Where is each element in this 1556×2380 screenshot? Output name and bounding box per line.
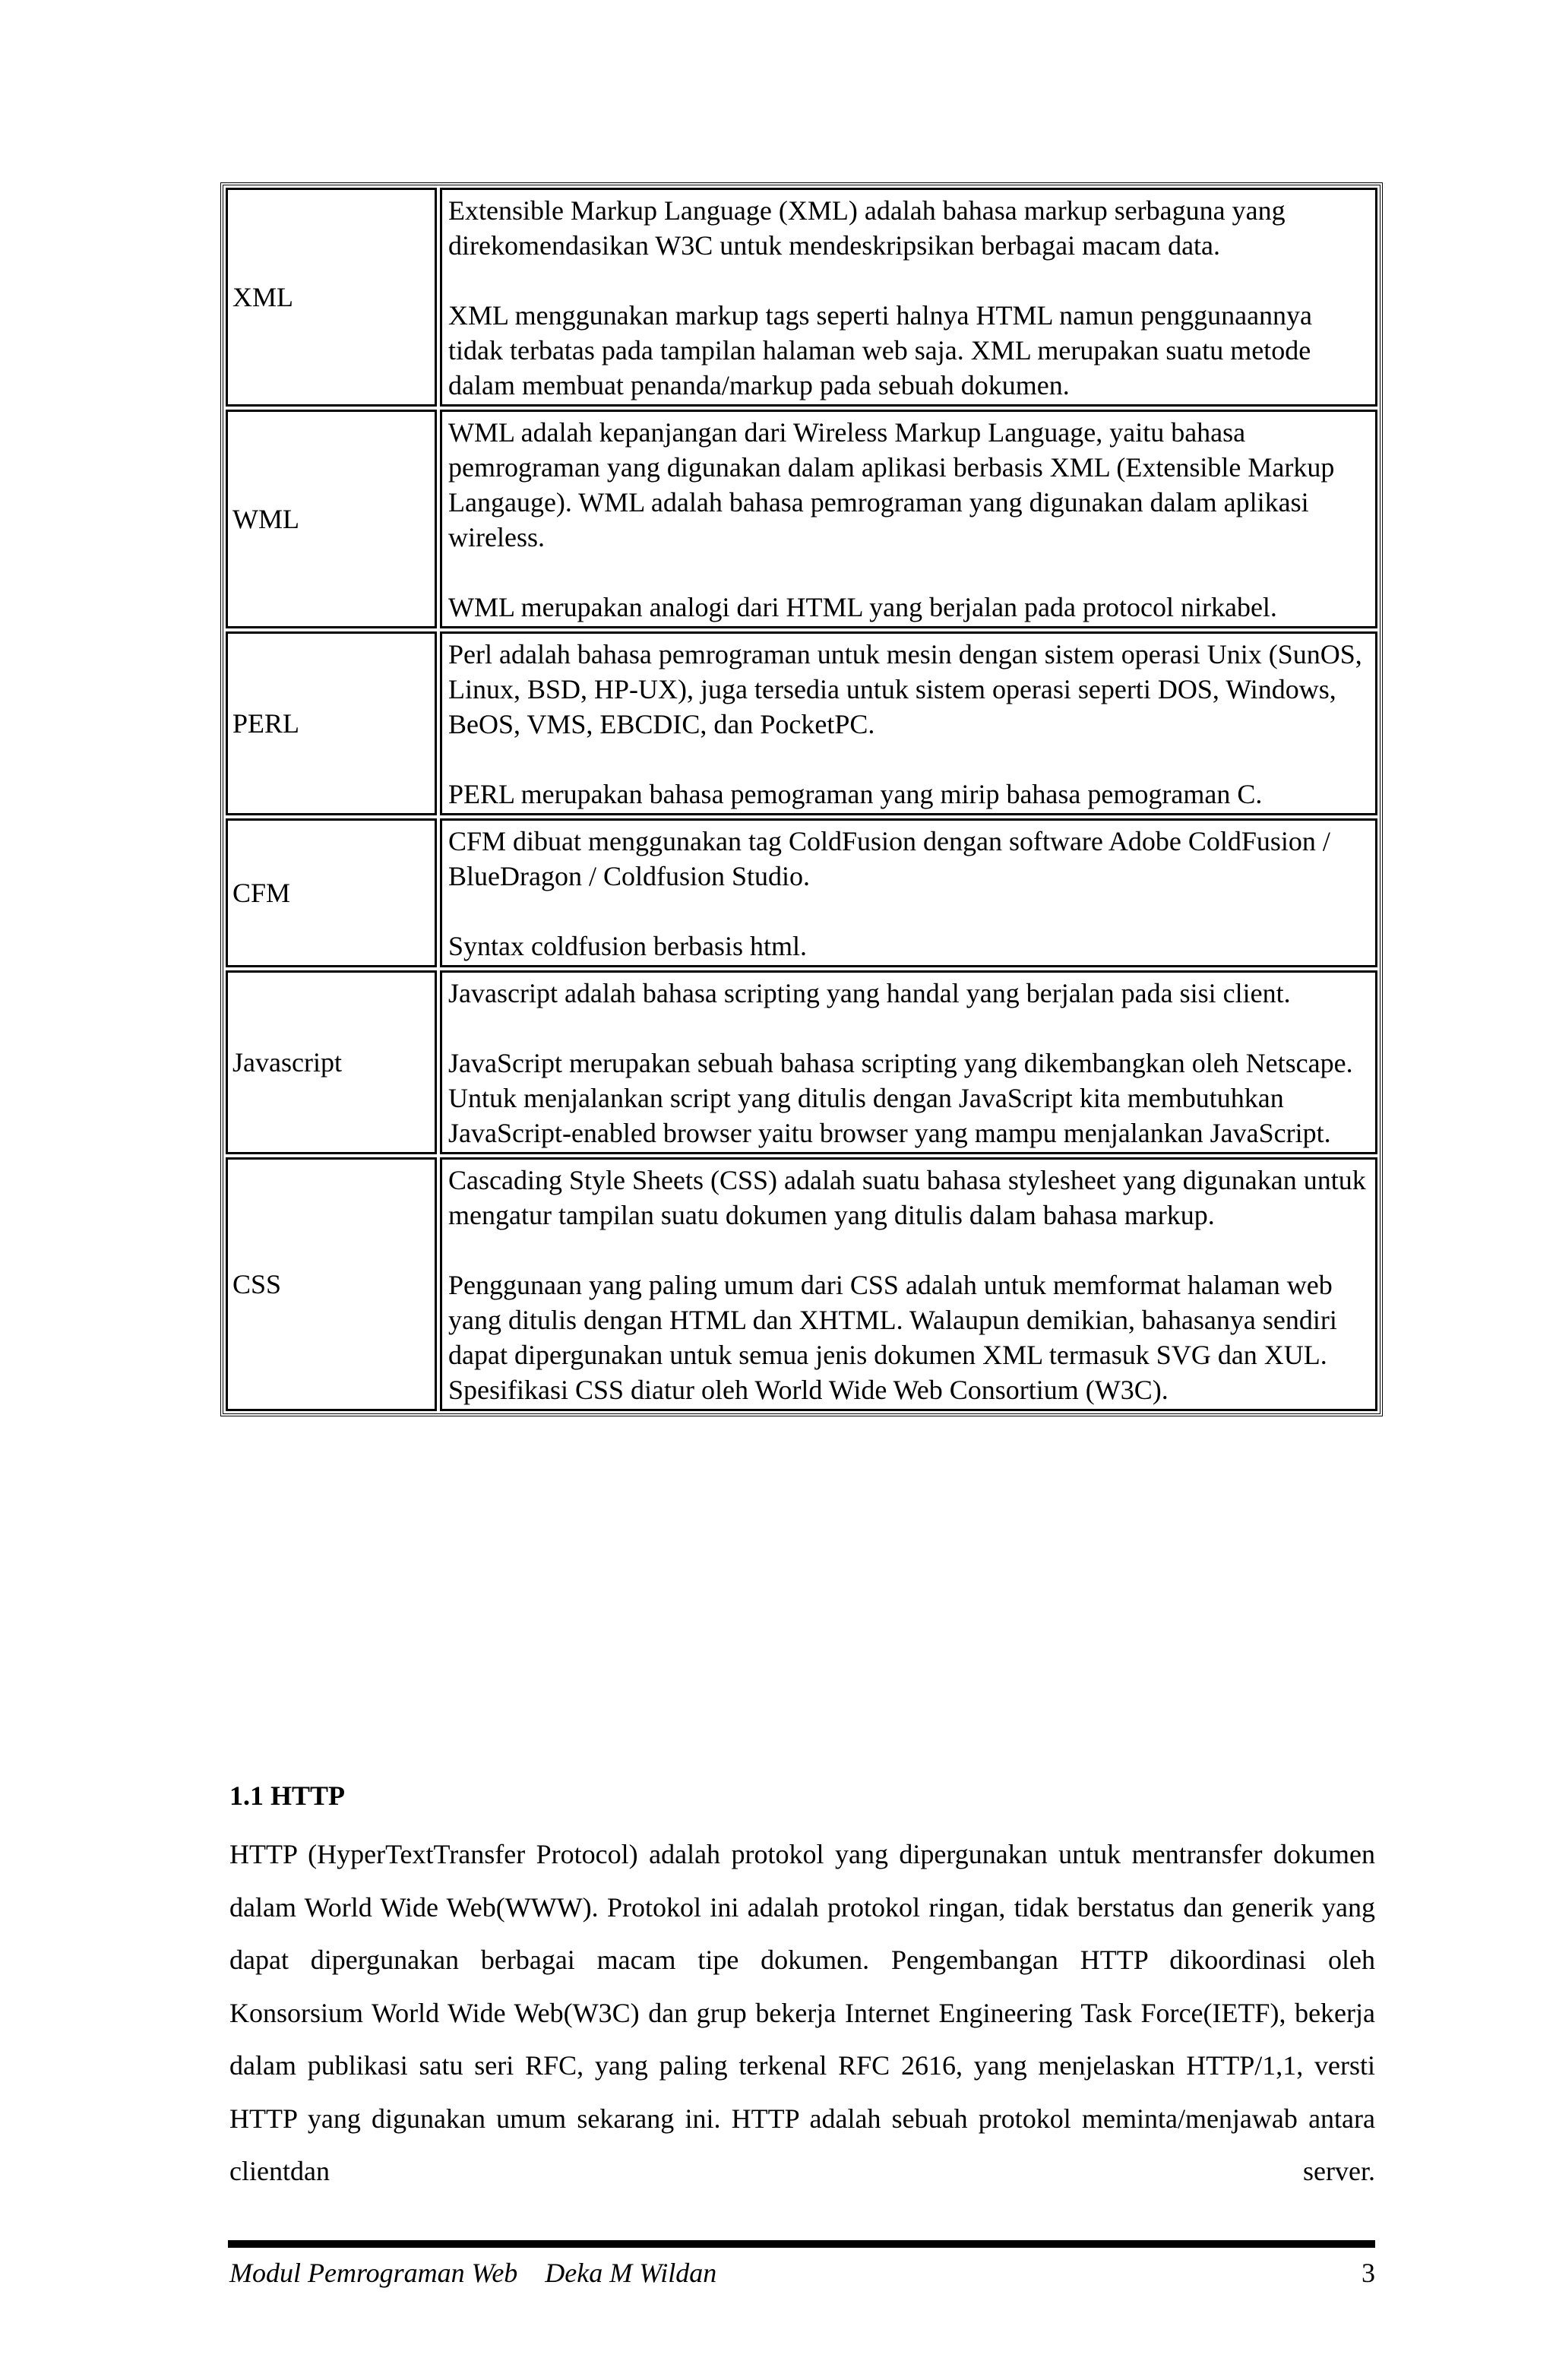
term-cell: CFM xyxy=(226,818,437,967)
description-paragraph: CFM dibuat menggunakan tag ColdFusion dengan software Adobe ColdFusion / BlueDragon / Coldfusion Studio. xyxy=(448,826,1330,891)
term-cell: WML xyxy=(226,410,437,628)
description-paragraph: PERL merupakan bahasa pemograman yang mirip bahasa pemograman C. xyxy=(448,779,1263,809)
page-number: 3 xyxy=(1362,2258,1375,2288)
description-paragraph: WML merupakan analogi dari HTML yang berjalan pada protocol nirkabel. xyxy=(448,592,1277,622)
table-row xyxy=(226,1157,1377,1411)
description-cell xyxy=(440,188,1377,407)
term-cell: CSS xyxy=(226,1157,437,1411)
description-paragraph: Penggunaan yang paling umum dari CSS adalah untuk memformat halaman web yang ditulis dengan HTML dan XHTML. Walaupun demikian, bahasanya sendiri dapat dipergunakan untuk semua jenis dokumen XML termasuk SVG dan XUL. Spesifikasi CSS diatur oleh World Wide Web Consortium (W3C). xyxy=(448,1270,1337,1405)
term-cell: Javascript xyxy=(226,970,437,1154)
description-paragraph: Syntax coldfusion berbasis html. xyxy=(448,931,807,961)
description-cell xyxy=(440,970,1377,1154)
description-paragraph: Perl adalah bahasa pemrograman untuk mesin dengan sistem operasi Unix (SunOS, Linux, BSD, HP-UX), juga tersedia untuk sistem operasi seperti DOS, Windows, BeOS, VMS, EBCDIC, dan PocketPC. xyxy=(448,639,1362,739)
term-cell: PERL xyxy=(226,631,437,815)
description-paragraph: WML adalah kepanjangan dari Wireless Markup Language, yaitu bahasa pemrograman yang digunakan dalam aplikasi berbasis XML (Extensible Markup Langauge). WML adalah bahasa pemrograman yang digunakan dalam aplikasi wireless. xyxy=(448,417,1335,552)
table-row xyxy=(226,970,1377,1154)
description-paragraph: JavaScript merupakan sebuah bahasa scripting yang dikembangkan oleh Netscape. Untuk menjalankan script yang ditulis dengan JavaScript kita membutuhkan JavaScript-enabled browser yaitu browser yang mampu menjalankan JavaScript. xyxy=(448,1048,1353,1148)
description-paragraph: Javascript adalah bahasa scripting yang handal yang berjalan pada sisi client. xyxy=(448,978,1291,1008)
description-cell xyxy=(440,1157,1377,1411)
description-paragraph: XML menggunakan markup tags seperti halnya HTML namun penggunaannya tidak terbatas pada tampilan halaman web saja. XML merupakan suatu metode dalam membuat penanda/markup pada sebuah dokumen. xyxy=(448,300,1313,400)
description-paragraph: Cascading Style Sheets (CSS) adalah suatu bahasa stylesheet yang digunakan untuk mengatur tampilan suatu dokumen yang ditulis dalam bahasa markup. xyxy=(448,1165,1366,1230)
footer-divider xyxy=(228,2240,1375,2248)
table-row xyxy=(226,631,1377,815)
description-cell xyxy=(440,410,1377,628)
section-body-paragraph: HTTP (HyperTextTransfer Protocol) adalah protokol yang dipergunakan untuk mentransfer dokumen dalam World Wide Web(WWW). Protokol ini adalah protokol ringan, tidak berstatus dan generik yang dapat dipergunakan berbagai macam tipe dokumen. Pengembangan HTTP dikoordinasi oleh Konsorsium World Wide Web(W3C) dan grup bekerja Internet Engineering Task Force(IETF), bekerja dalam publikasi satu seri RFC, yang paling terkenal RFC 2616, yang menjelaskan HTTP/1,1, versti HTTP yang digunakan umum sekarang ini. HTTP adalah sebuah protokol meminta/menjawab antara clientdan server. xyxy=(229,1839,1375,2186)
term-cell: XML xyxy=(226,188,437,407)
definition-table xyxy=(220,182,1383,1416)
section-heading: 1.1 HTTP xyxy=(229,1780,346,1811)
description-cell xyxy=(440,818,1377,967)
table-row xyxy=(226,818,1377,967)
table-row xyxy=(226,188,1377,407)
description-cell xyxy=(440,631,1377,815)
description-paragraph: Extensible Markup Language (XML) adalah bahasa markup serbaguna yang direkomendasikan W3C untuk mendeskripsikan berbagai macam data. xyxy=(448,195,1286,261)
footer-title: Modul Pemrograman Web Deka M Wildan xyxy=(229,2258,717,2288)
table-row xyxy=(226,410,1377,628)
